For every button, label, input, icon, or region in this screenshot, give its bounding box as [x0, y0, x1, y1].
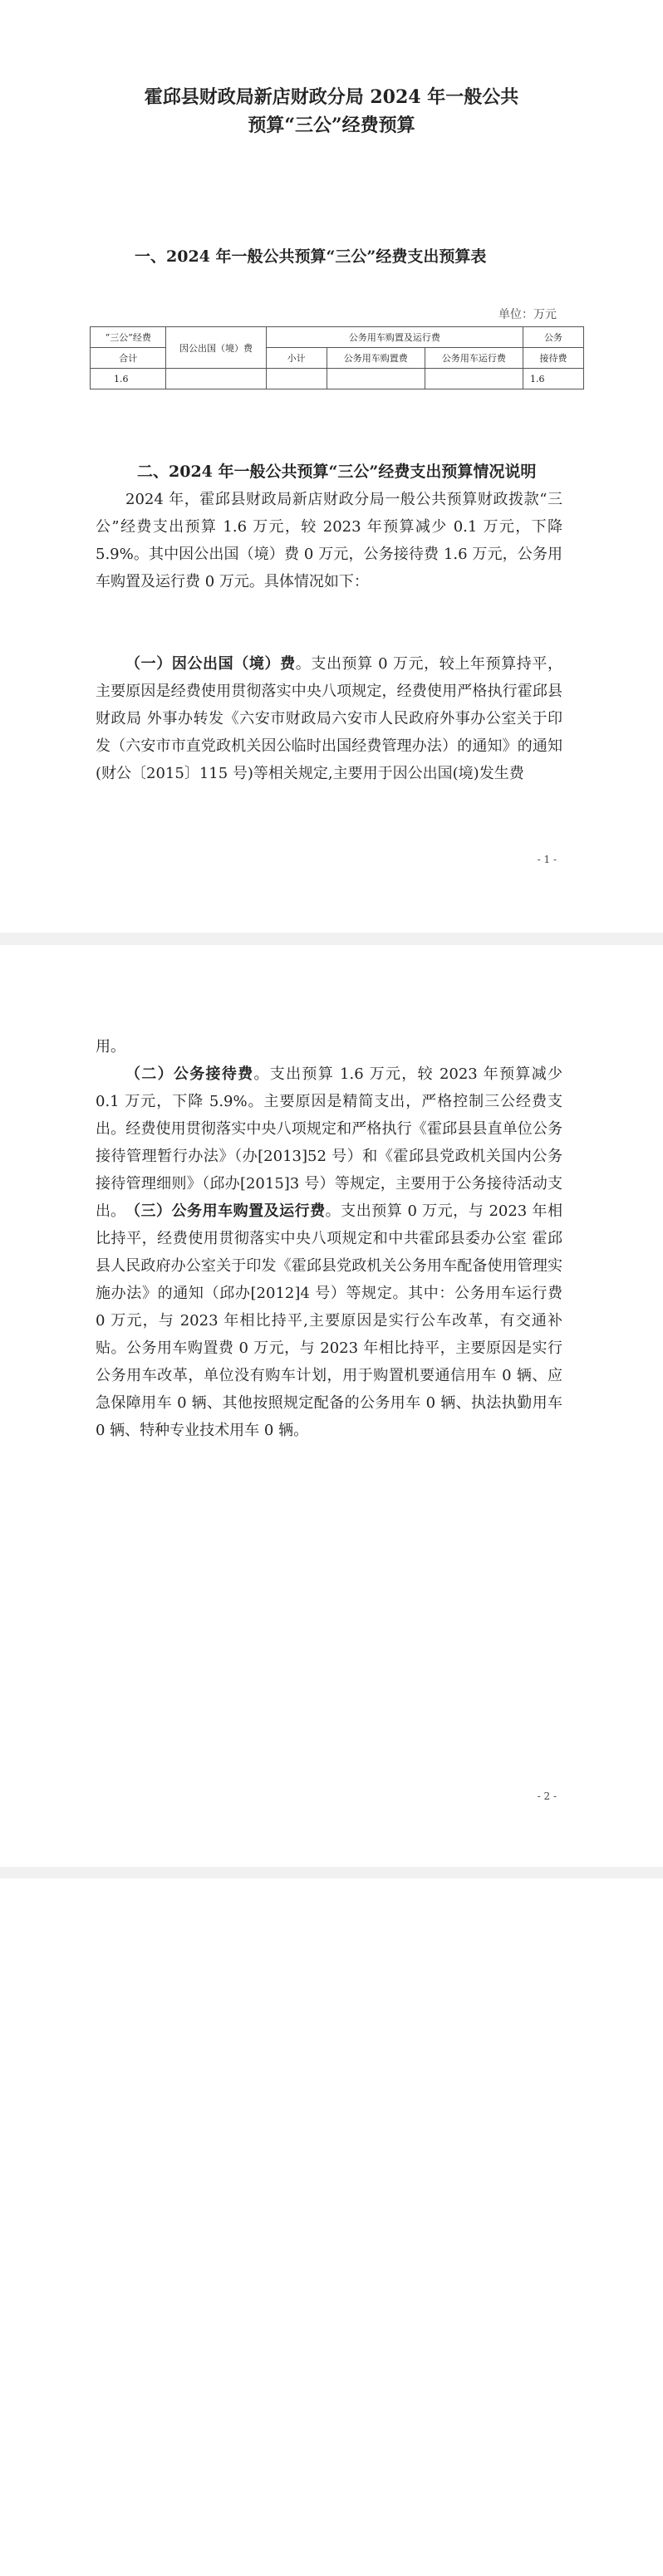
page-3 — [0, 1878, 663, 2576]
cell-total: 1.6 — [91, 369, 166, 389]
cell-subtotal — [266, 369, 327, 389]
page-number-2: - 2 - — [537, 1790, 557, 1802]
table-header-row — [91, 327, 584, 348]
header-abroad: 因公出国（境）费 — [166, 327, 266, 369]
page-1 — [0, 0, 663, 933]
cell-abroad — [166, 369, 266, 389]
abroad-title: （一）因公出国（境）费 — [125, 655, 296, 673]
header-purchase: 公务用车购置费 — [327, 348, 425, 369]
section-2-heading: 二、2024 年一般公共预算“三公”经费支出预算情况说明 — [137, 463, 537, 481]
header-subtotal: 小计 — [266, 348, 327, 369]
header-total: 合计 — [91, 348, 166, 369]
doc-title-line-1: 霍邱县财政局新店财政分局 2024 年一般公共 — [144, 86, 519, 108]
page-number-1: - 1 - — [537, 854, 557, 865]
vehicle-paragraph — [96, 1197, 562, 1444]
cell-reception: 1.6 — [523, 369, 583, 389]
section-1-heading: 一、2024 年一般公共预算“三公”经费支出预算表 — [135, 247, 487, 266]
header-sangong: “三公”经费 — [91, 327, 166, 348]
abroad-continued: 用。 — [96, 1038, 125, 1055]
abroad-paragraph — [96, 650, 562, 787]
vehicle-text: 。支出预算 0 万元，与 2023 年相比持平，经费使用贯彻落实中央八项规定和中共霍邱县委办公室 霍邱县人民政府办公室关于印发《霍邱县党政机关公务用车配备使用管理实施办法》的通知（邱办[2012]4 号）等规定。其中：公务用车运行费 0 万元，与 2023 年相比持平,主要原因是实行公车改革，有交通补贴。公务用车购置费 0 万元，与 2023 年相比持平，主要原因是实行公务用车改革，单位没有购车计划，用于购置机要通信用车 0 辆、应急保障用车 0 辆、其他按照规定配备的公务用车 0 辆、执法执勤用车 0 辆、特种专业技术用车 0 辆。 — [96, 1202, 562, 1439]
cell-operation — [425, 369, 523, 389]
reception-text: 。支出预算 1.6 万元，较 2023 年预算减少 0.1 万元，下降 5.9%。主要原因是精简支出，严格控制三公经费支出。经费使用贯彻落实中央八项规定和严格执行《霍邱县县直单位公务接待管理暂行办法》（办[2013]52 号）和《霍邱县党政机关国内公务接待管理细则》（邱办[2015]3 号）等规定，主要用于公务接待活动支出。 — [96, 1065, 563, 1220]
unit-label: 单位：万元 — [498, 308, 557, 321]
table-subheader-row — [91, 348, 584, 369]
header-vehicle: 公务用车购置及运行费 — [266, 327, 523, 348]
header-operation: 公务用车运行费 — [425, 348, 523, 369]
reception-title: （二）公务接待费 — [125, 1065, 254, 1083]
abroad-text: 。支出预算 0 万元，较上年预算持平，主要原因是经费使用贯彻落实中央八项规定，经费使用严格执行霍邱县财政局 外事办转发《六安市财政局六安市人民政府外事办公室关于印发（六安市市直党政机关因公临时出国经费管理办法）的通知》的通知(财公〔2015〕115 号)等相关规定,主要用于因公出国(境)发生费 — [96, 655, 562, 782]
intro-paragraph: 2024 年，霍邱县财政局新店财政分局一般公共预算财政拨款“三公”经费支出预算 1.6 万元，较 2023 年预算减少 0.1 万元，下降 5.9%。其中因公出国（境）费 0 万元，公务接待费 1.6 万元，公务用车购置及运行费 0 万元。具体情况如下： — [96, 491, 562, 590]
vehicle-title: （三）公务用车购置及运行费 — [125, 1202, 326, 1220]
header-reception-b: 接待费 — [523, 348, 583, 369]
header-reception-a: 公务 — [523, 327, 583, 348]
cell-purchase — [327, 369, 425, 389]
page-2 — [0, 945, 663, 1867]
doc-title-line-2: 预算“三公”经费预算 — [248, 115, 415, 136]
budget-table — [90, 326, 584, 389]
table-row — [91, 369, 584, 389]
